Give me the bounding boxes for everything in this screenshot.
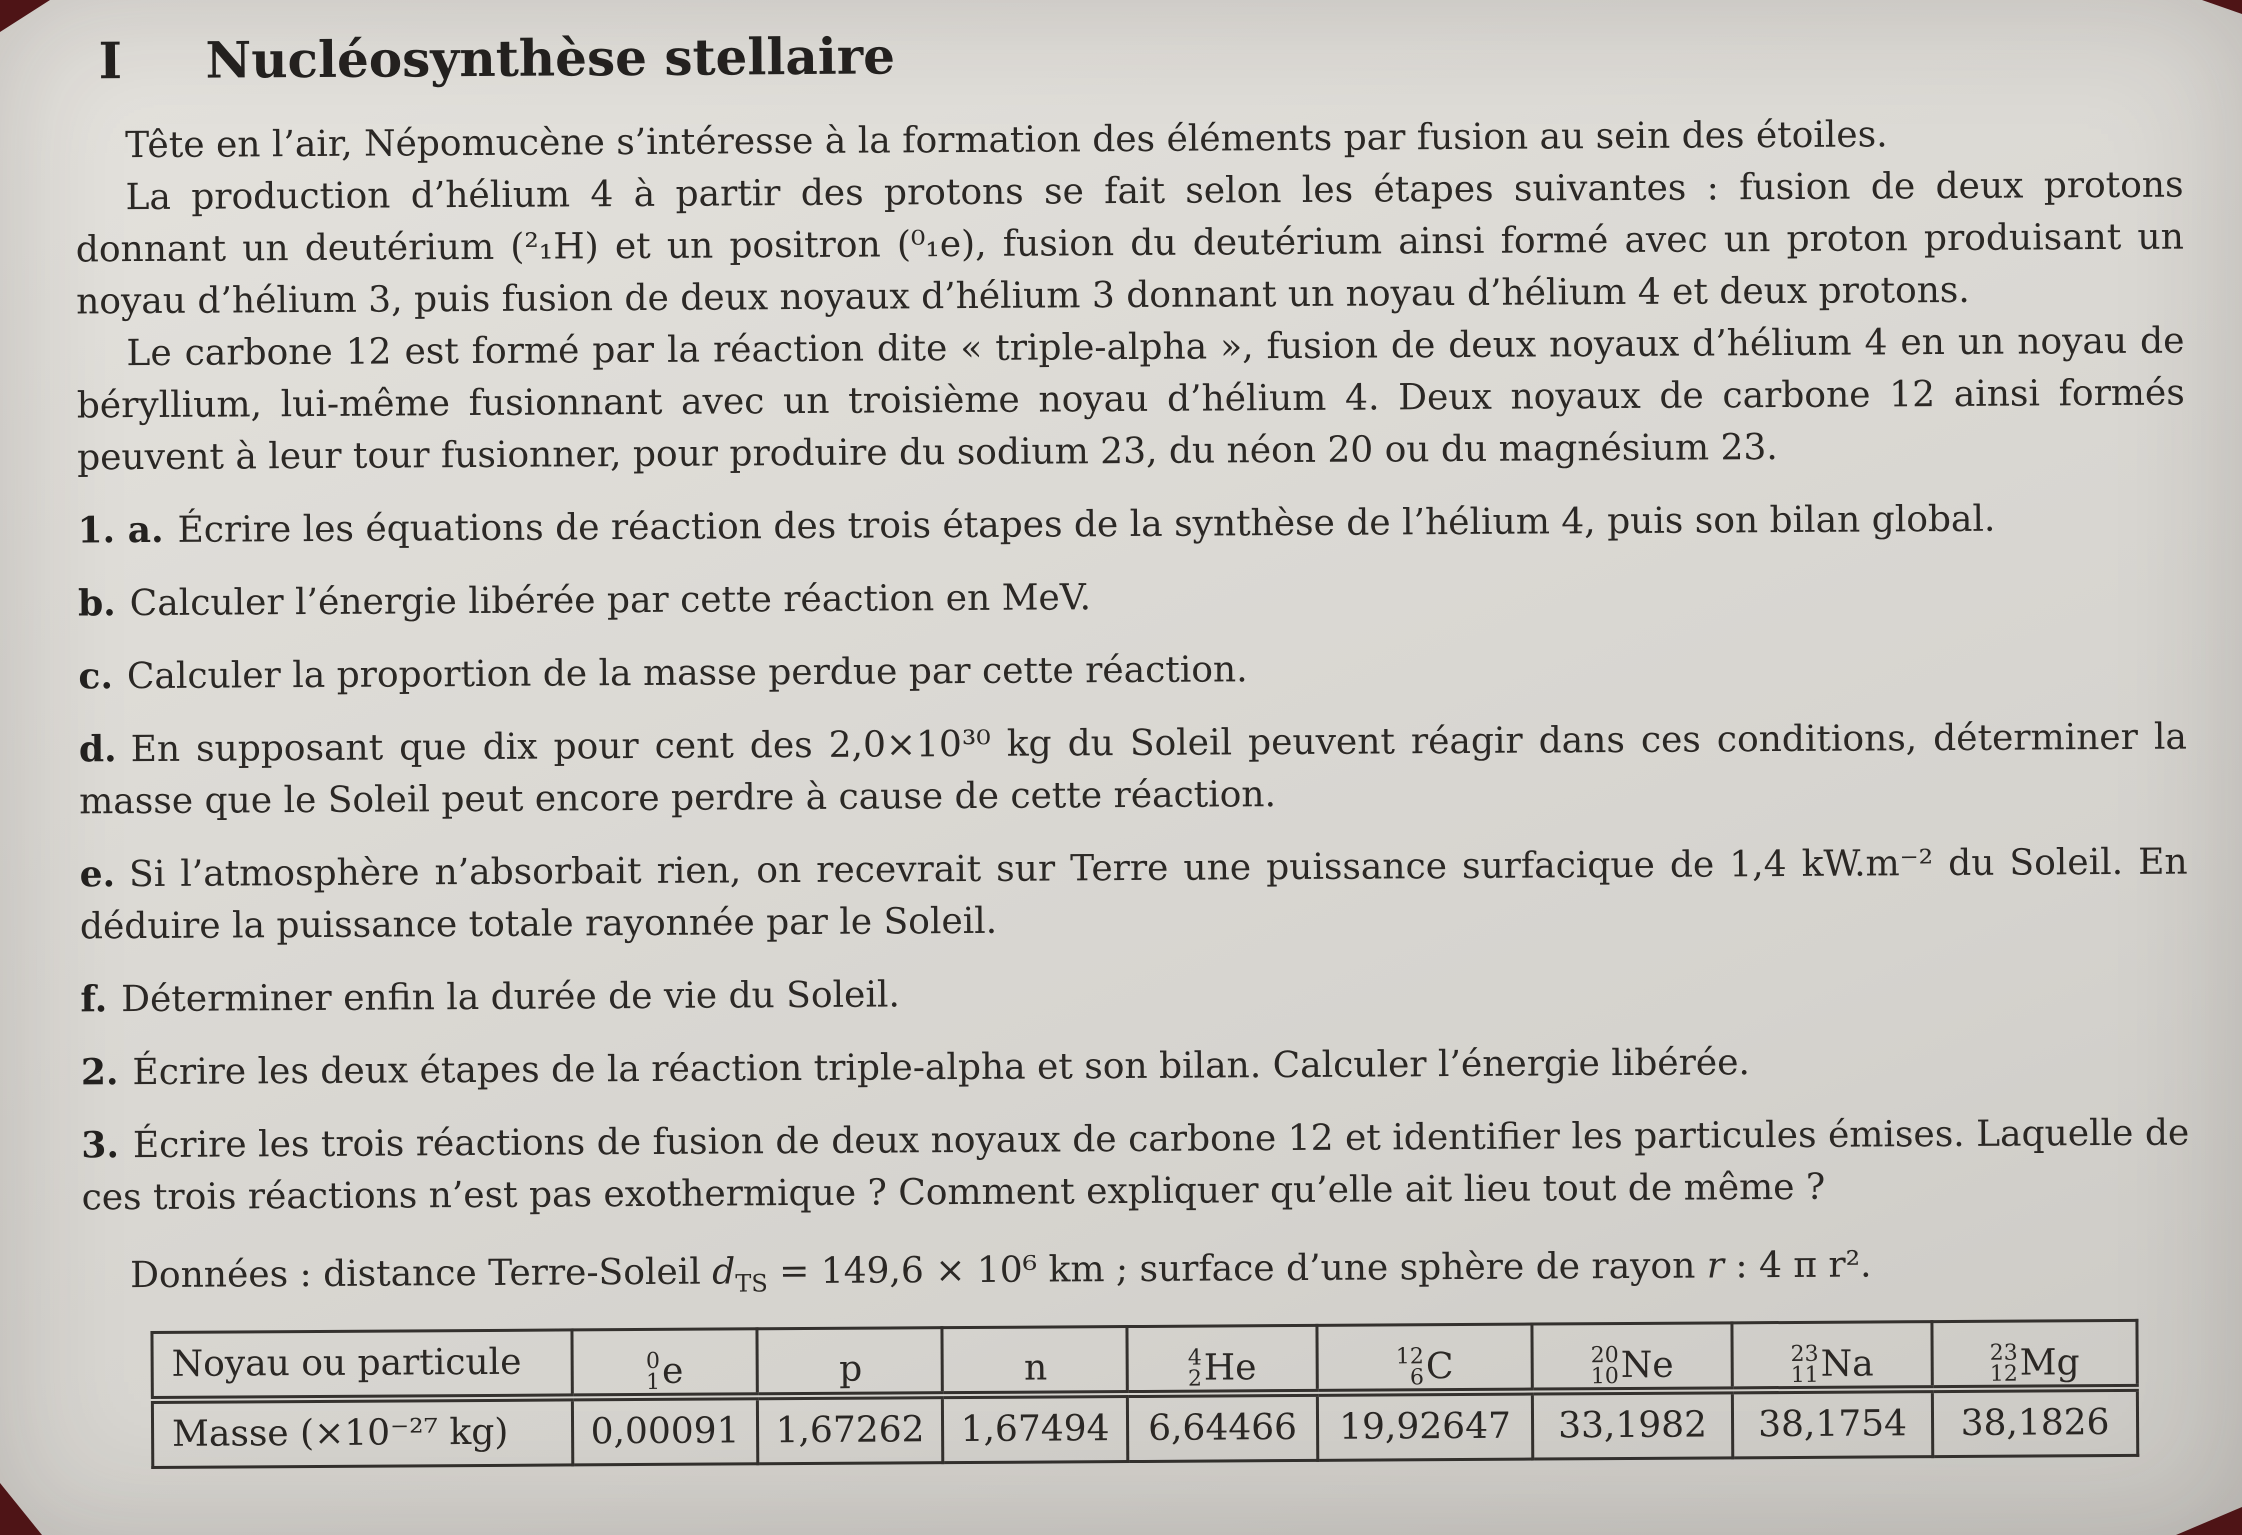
mass-sodium23: 38,1754 <box>1732 1389 1932 1458</box>
question-1b <box>78 565 2186 631</box>
question-1e <box>80 836 2189 954</box>
data-line-suffix: : 4 π r². <box>1723 1244 1872 1287</box>
proton-symbol: p <box>839 1348 863 1390</box>
question-1c-label: c. <box>78 655 114 698</box>
data-line-prefix: Données : distance Terre-Soleil <box>129 1251 713 1297</box>
section-number: I <box>98 31 123 91</box>
question-1a-label: 1. a. <box>77 508 164 552</box>
mass-neon20: 33,1982 <box>1532 1391 1732 1460</box>
photo-corner-backdrop-bottom-left <box>0 1483 42 1535</box>
question-1c <box>78 638 2186 704</box>
question-1a <box>77 492 2185 558</box>
question-2-text: Écrire les deux étapes de la réaction triple-alpha et son bilan. Calculer l’énergie libérée. <box>132 1042 1751 1094</box>
neon-mass-number: 20 <box>1590 1343 1619 1369</box>
mass-magnesium23: 38,1826 <box>1932 1388 2137 1457</box>
question-1e-label: e. <box>79 853 116 896</box>
mass-helium4: 6,64466 <box>1127 1393 1317 1462</box>
intro-paragraph-2: La production d’hélium 4 à partir des protons se fait selon les étapes suivantes : fusion de deux protons donnant un deutérium (²₁H) et un positron (⁰₁e), fusion du deutérium ainsi formé avec un proton produisant un noyau d’hélium 3, puis fusion de deux noyaux d’hélium 3 donnant un noyau d’hélium 4 et deux protons. <box>75 164 2184 323</box>
data-line-middle: = 149,6 × 10⁶ km ; surface d’une sphère de rayon <box>767 1245 1707 1293</box>
question-1f-text: Déterminer enfin la durée de vie du Soleil. <box>121 974 900 1021</box>
helium-mass-number: 4 <box>1187 1345 1202 1371</box>
table-header-row <box>152 1321 2137 1401</box>
distance-variable-subscript: TS <box>735 1269 768 1298</box>
photo-corner-backdrop-top-left <box>0 0 50 32</box>
mass-carbon12: 19,92647 <box>1317 1392 1532 1461</box>
question-3 <box>81 1107 2190 1225</box>
question-1a-text: Écrire les équations de réaction des trois étapes de la synthèse de l’hélium 4, puis son bilan global. <box>177 498 1996 551</box>
photo-corner-backdrop-bottom-right <box>2176 1507 2242 1535</box>
table-header-positron <box>572 1329 757 1398</box>
exercise-page <box>74 16 2191 1470</box>
table-header-label: Noyau ou particule <box>152 1330 572 1400</box>
positron-mass-number: 0 <box>645 1349 661 1375</box>
table-mass-row <box>152 1388 2137 1468</box>
carbon-charge-number: 6 <box>1409 1365 1425 1391</box>
question-1b-text: Calculer l’énergie libérée par cette réaction en MeV. <box>129 577 1092 625</box>
question-1d-label: d. <box>78 728 117 771</box>
question-1f-label: f. <box>80 978 108 1021</box>
sodium-charge-number: 11 <box>1790 1363 1819 1389</box>
radius-variable: r <box>1706 1245 1725 1287</box>
table-header-carbon12 <box>1317 1324 1532 1393</box>
question-3-text: Écrire les trois réactions de fusion de deux noyaux de carbone 12 et identifier les particules émises. Laquelle de ces trois réactions n’est pas exothermique ? Comment expliquer qu’elle ait lieu tout de même ? <box>81 1112 2190 1219</box>
question-1b-label: b. <box>77 582 116 625</box>
table-header-proton <box>757 1328 942 1397</box>
magnesium-mass-number: 23 <box>1989 1340 2018 1366</box>
table-header-helium4 <box>1127 1326 1317 1395</box>
question-1e-text: Si l’atmosphère n’absorbait rien, on recevrait sur Terre une puissance surfacique de 1,4 kW.m⁻² du Soleil. En déduire la puissance totale rayonnée par le Soleil. <box>79 841 2188 948</box>
question-1f <box>80 961 2188 1027</box>
distance-variable: d <box>712 1251 736 1293</box>
magnesium-symbol: Mg <box>2019 1342 2080 1384</box>
question-1d <box>79 711 2188 829</box>
sodium-mass-number: 23 <box>1790 1342 1819 1368</box>
carbon-symbol: C <box>1425 1346 1454 1388</box>
mass-neutron: 1,67494 <box>942 1394 1127 1463</box>
helium-symbol: He <box>1203 1347 1257 1389</box>
mass-positron: 0,00091 <box>572 1396 757 1465</box>
question-2-label: 2. <box>80 1051 119 1094</box>
table-mass-label: Masse (×10⁻²⁷ kg) <box>152 1398 572 1468</box>
table-header-magnesium23 <box>1932 1321 2137 1390</box>
intro-paragraph-1: Tête en l’air, Népomucène s’intéresse à la formation des éléments par fusion au sein des étoiles. <box>125 114 1888 167</box>
neon-charge-number: 10 <box>1590 1364 1619 1390</box>
question-1c-text: Calculer la proportion de la masse perdue par cette réaction. <box>126 649 1248 698</box>
mass-data-table <box>150 1319 2139 1469</box>
mass-proton: 1,67262 <box>757 1395 942 1464</box>
photo-corner-backdrop-top-right <box>2202 0 2242 14</box>
question-list <box>77 492 2189 1225</box>
section-title: Nucléosynthèse stellaire <box>205 26 896 90</box>
positron-symbol: e <box>661 1350 684 1393</box>
question-3-label: 3. <box>81 1124 120 1167</box>
neon-symbol: Ne <box>1620 1344 1674 1387</box>
intro-paragraph-3: Le carbone 12 est formé par la réaction dite « triple-alpha », fusion de deux noyaux d’hélium 4 en un noyau de béryllium, lui-même fusionnant avec un troisième noyau d’hélium 4. Deux noyaux de carbone 12 ainsi formés peuvent à leur tour fusionner, pour produire du sodium 23, du néon 20 ou du magnésium 23. <box>76 320 2185 479</box>
page-title <box>99 20 2183 91</box>
positron-charge-number: 1 <box>646 1370 661 1396</box>
data-line <box>82 1238 2190 1314</box>
neutron-symbol: n <box>1023 1347 1048 1389</box>
carbon-mass-number: 12 <box>1395 1344 1424 1370</box>
question-1d-text: En supposant que dix pour cent des 2,0×10³⁰ kg du Soleil peuvent réagir dans ces conditions, déterminer la masse que le Soleil peut encore perdre à cause de cette réaction. <box>79 716 2187 823</box>
table-header-sodium23 <box>1732 1322 1932 1391</box>
magnesium-charge-number: 12 <box>1989 1361 2018 1387</box>
table-header-neutron <box>942 1327 1127 1396</box>
sodium-symbol: Na <box>1820 1343 1874 1385</box>
question-2 <box>81 1034 2189 1100</box>
table-header-neon20 <box>1532 1323 1732 1392</box>
helium-charge-number: 2 <box>1187 1366 1202 1392</box>
